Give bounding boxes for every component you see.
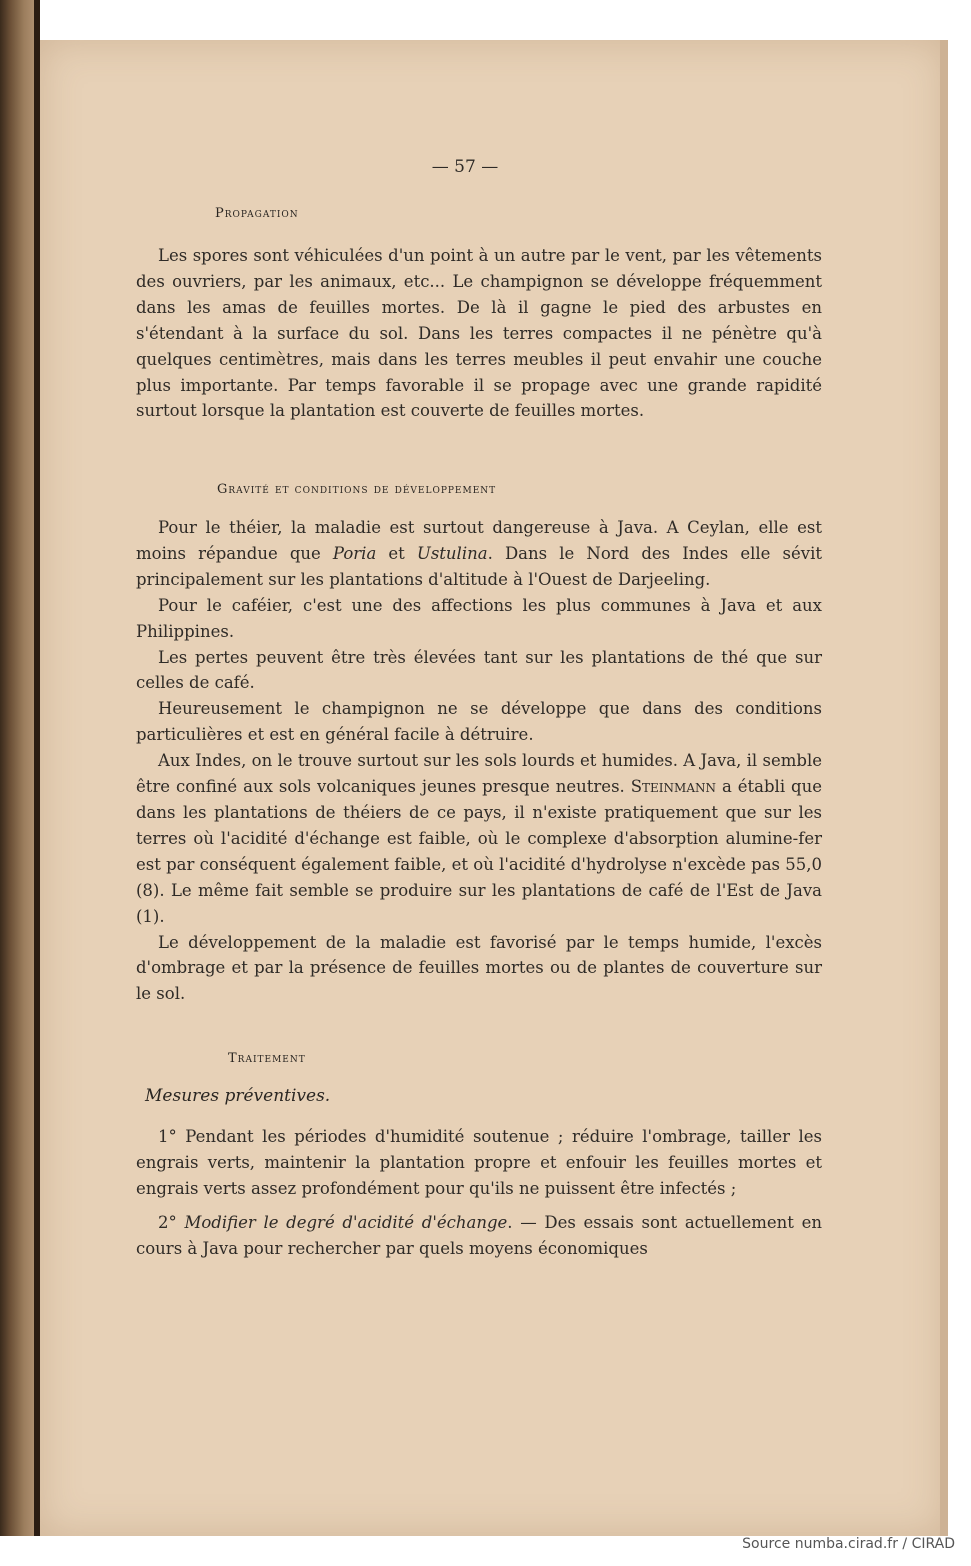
heading-gravite: Gravité et conditions de développement — [217, 482, 497, 497]
propagation-paragraph: Les spores sont véhiculées d'un point à un autre par le vent, par les vêtements des ouvriers, par les animaux, etc... Le champignon se développe fréquemment dans les amas de feuilles mortes. De là il gagne le pied des arbustes en s'étendant à la surface du sol. Dans les terres compactes il ne pénètre qu'à quelques centimètres, mais dans les terres meubles il peut envahir une couche plus importante. Par temps favorable il se propage avec une grande rapidité surtout lorsque la plantation est couverte de feuilles mortes. — [136, 246, 822, 421]
term-poria: Poria — [332, 543, 377, 563]
author-steinmann: Steinmann — [630, 777, 716, 797]
subheading-mesures: Mesures préventives. — [145, 1086, 331, 1106]
traitement-item-2: 2° Modifier le degré d'acidité d'échange. — Des essais sont actuellement en cours à Java pour rechercher par quels moyens économiques — [136, 1212, 822, 1258]
gravite-paragraph-2: Pour le caféier, c'est une des affections les plus communes à Java et aux Philippines. — [136, 595, 822, 641]
traitement-item-1: 1° Pendant les périodes d'humidité soutenue ; réduire l'ombrage, tailler les engrais verts, maintenir la plantation propre et enfouir les feuilles mortes et engrais verts assez profondément pour qu'ils ne puissent être infectés ; — [136, 1127, 822, 1198]
heading-propagation: Propagation — [215, 206, 299, 221]
traitement-body — [136, 1124, 822, 1262]
source-credit: Source numba.cirad.fr / CIRAD — [742, 1536, 955, 1552]
gravite-paragraph-4: Heureusement le champignon ne se développe que dans des conditions particulières et est en général facile à détruire. — [136, 699, 822, 745]
heading-traitement: Traitement — [228, 1051, 306, 1066]
gravite-body — [136, 515, 822, 1007]
gravite-paragraph-6: Le développement de la maladie est favorisé par le temps humide, l'excès d'ombrage et par la présence de feuilles mortes ou de plantes de couverture sur le sol. — [136, 932, 822, 1004]
page-edge — [940, 40, 948, 1536]
page-number: — 57 — — [431, 157, 499, 177]
gravite-paragraph-1: Pour le théier, la maladie est surtout dangereuse à Java. A Ceylan, elle est moins répandue que Poria et Ustulina. Dans le Nord des Indes elle sévit principalement sur les plantations d'altitude à l'Ouest de Darjeeling. — [136, 518, 822, 589]
term-ustulina: Ustulina — [416, 543, 488, 563]
gravite-paragraph-3: Les pertes peuvent être très élevées tant sur les plantations de thé que sur celles de café. — [136, 647, 822, 693]
propagation-body — [136, 243, 822, 424]
gravite-paragraph-5: Aux Indes, on le trouve surtout sur les sols lourds et humides. A Java, il semble être confiné aux sols volcaniques jeunes presque neutres. Steinmann a établi que dans les plantations de théiers de ce pays, il n'existe pratiquement que sur les terres où l'acidité d'échange est faible, où le complexe d'absorption alumine-fer est par conséquent également faible, et où l'acidité d'hydrolyse n'excède pas 55,0 (8). Le même fait semble se produire sur les plantations de café de l'Est de Java (1). — [136, 751, 822, 926]
